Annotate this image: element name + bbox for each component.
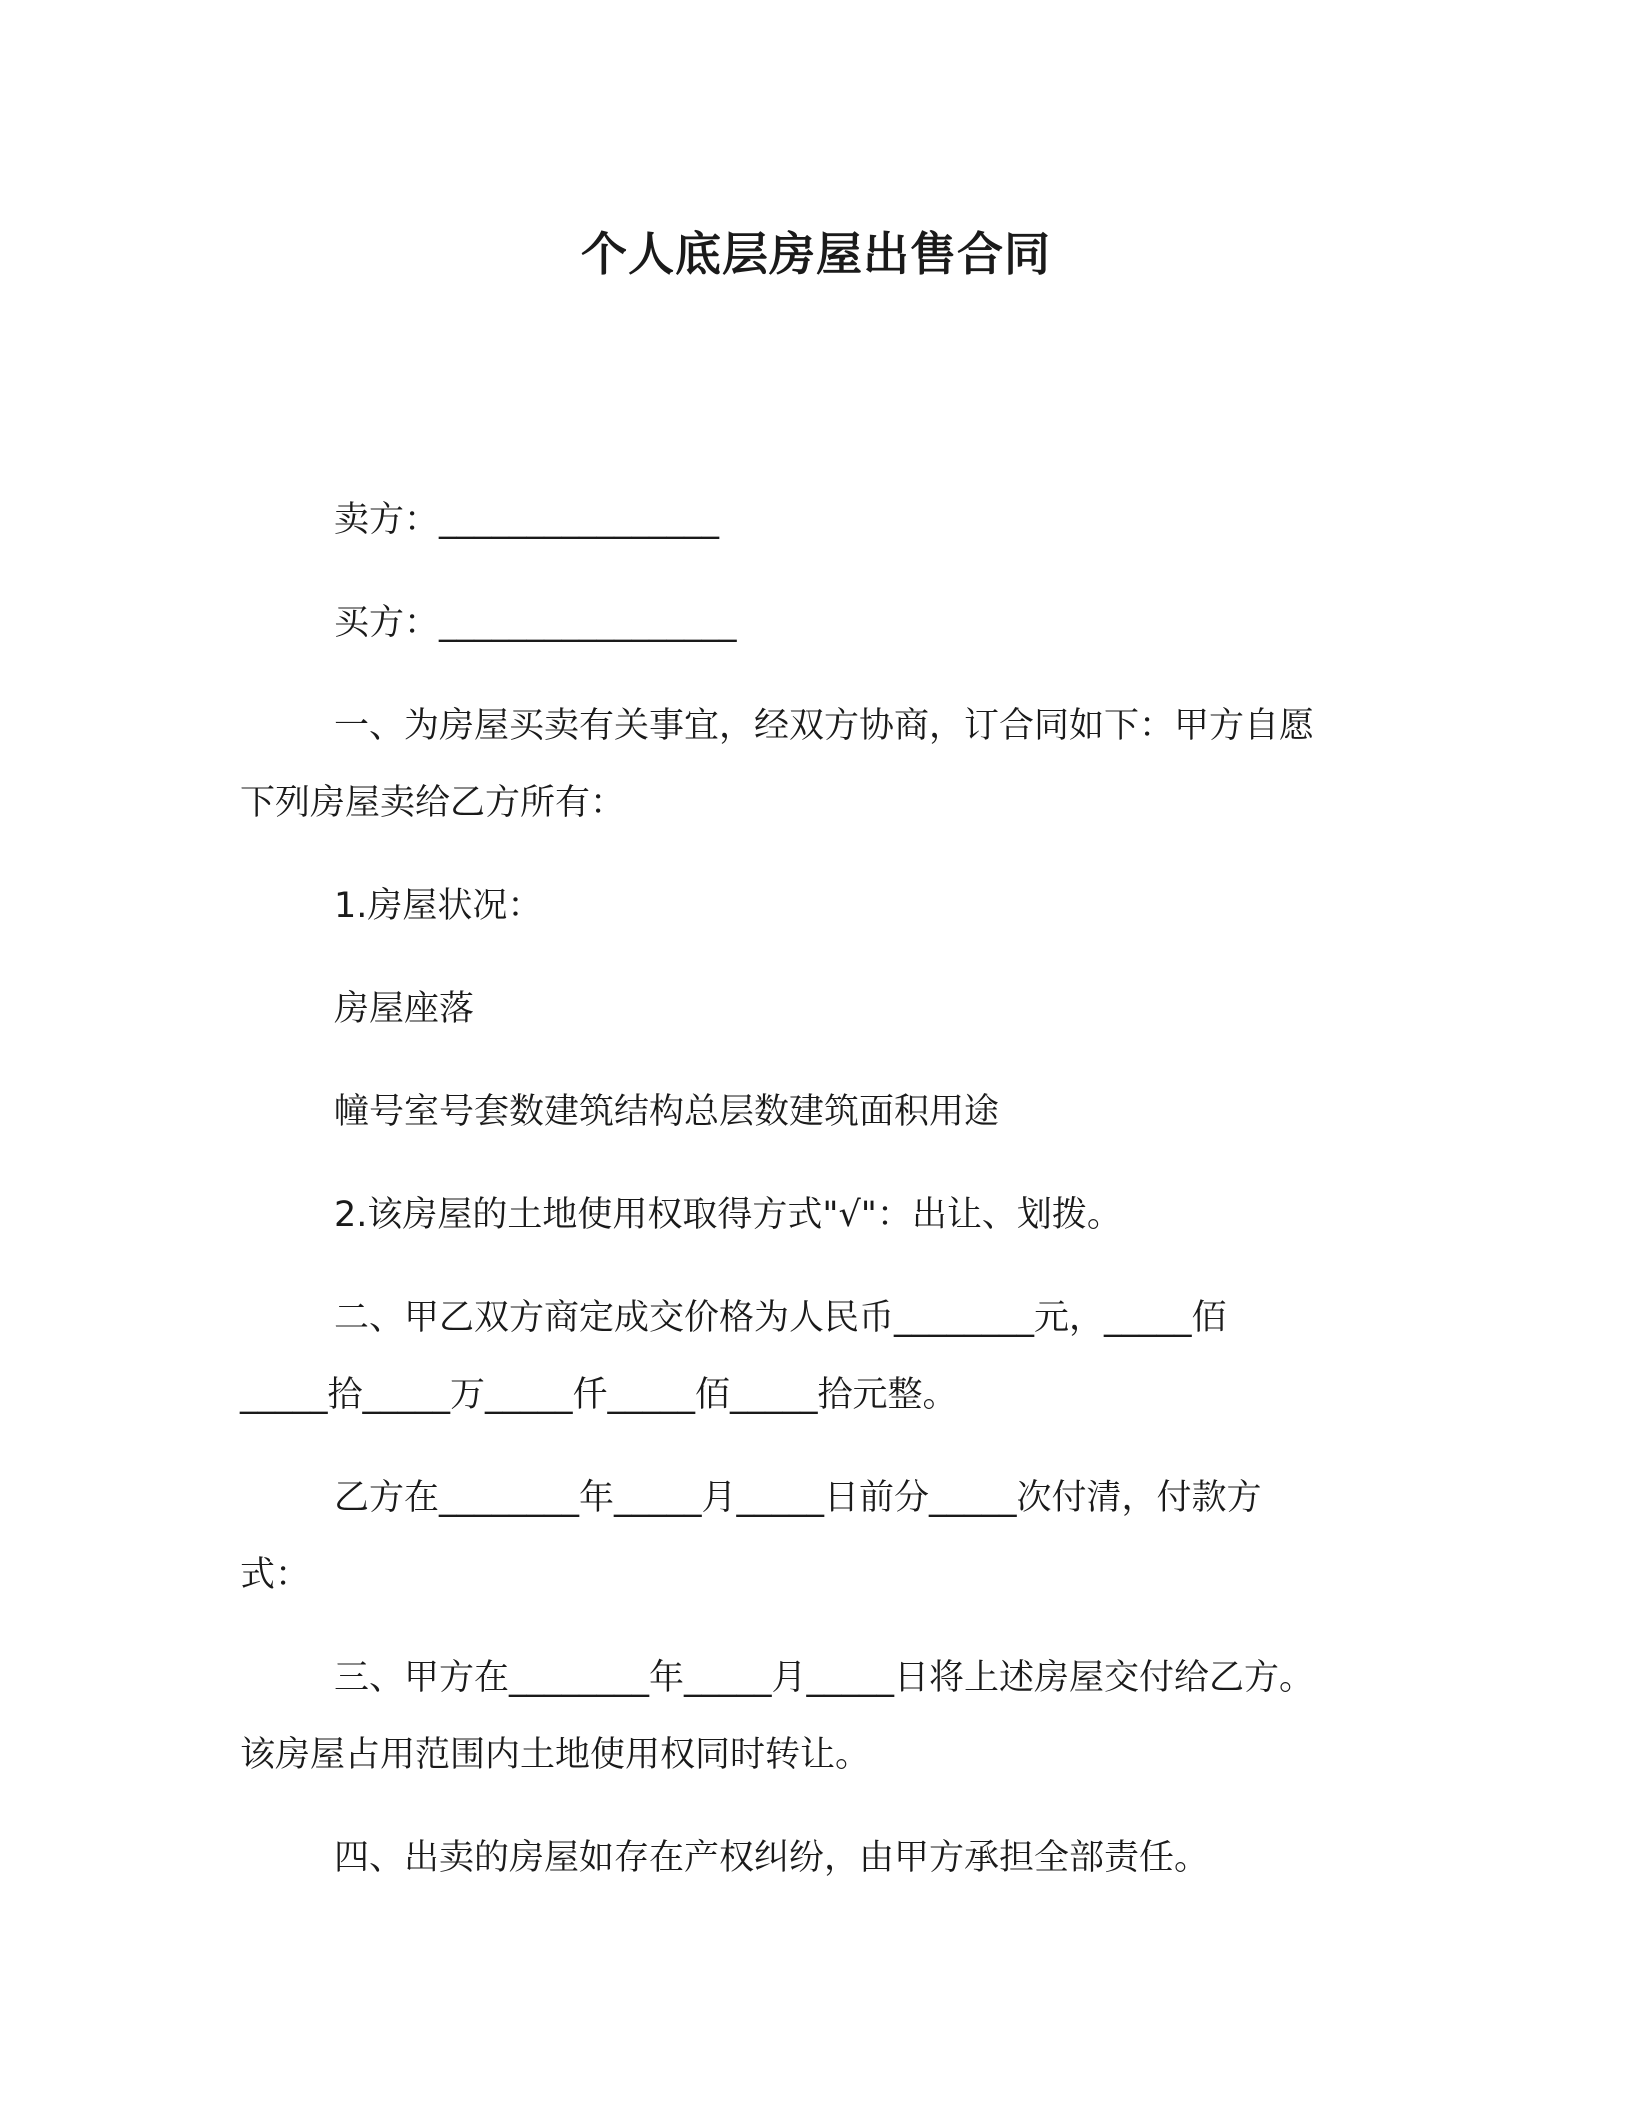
house-fields-label: 幢号室号套数建筑结构总层数建筑面积用途	[334, 1092, 1000, 1132]
payment-line-2: 式：	[240, 1555, 311, 1595]
clause-two-line-2: _____拾_____万_____仟_____佰_____拾元整。	[240, 1375, 958, 1415]
clause-one-line-2: 下列房屋卖给乙方所有：	[240, 783, 626, 823]
clause-two-line-1: 二、甲乙双方商定成交价格为人民币________元，_____佰	[334, 1298, 1227, 1338]
clause-four-line: 四、出卖的房屋如存在产权纠纷，由甲方承担全部责任。	[334, 1838, 1210, 1878]
buyer-line: 买方：_________________	[334, 603, 737, 643]
clause-three-line-1: 三、甲方在________年_____月_____日将上述房屋交付给乙方。	[334, 1658, 1315, 1698]
seller-line: 卖方：________________	[334, 500, 720, 540]
payment-line-1: 乙方在________年_____月_____日前分_____次付清，付款方	[334, 1478, 1262, 1518]
house-location-label: 房屋座落	[334, 989, 475, 1029]
clause-one-line-1: 一、为房屋买卖有关事宜，经双方协商，订合同如下：甲方自愿	[334, 706, 1315, 746]
land-use-right-line: 2.该房屋的土地使用权取得方式"√"：出让、划拨。	[334, 1195, 1122, 1235]
house-status-heading: 1.房屋状况：	[334, 886, 543, 926]
document-title: 个人底层房屋出售合同	[581, 227, 1051, 281]
clause-three-line-2: 该房屋占用范围内土地使用权同时转让。	[240, 1735, 871, 1775]
